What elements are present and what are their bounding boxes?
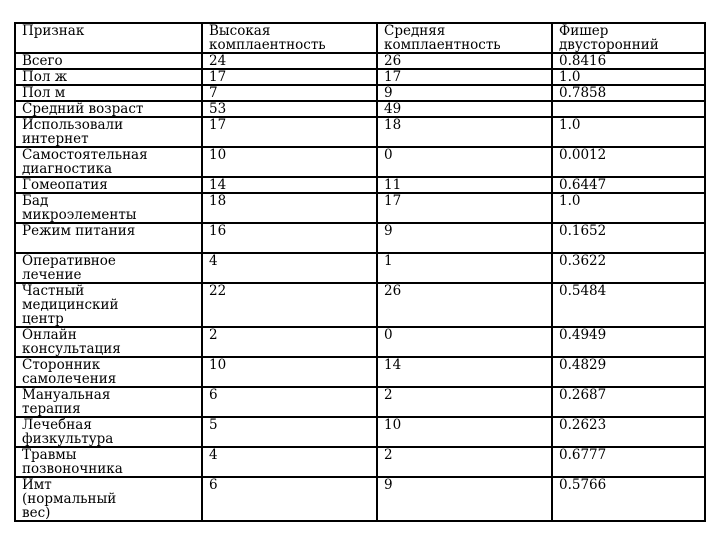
header-feature: Признак	[15, 23, 202, 53]
cell-high: 16	[202, 223, 377, 253]
cell-medium: 1	[377, 253, 552, 283]
cell-medium: 17	[377, 69, 552, 85]
cell-medium: 0	[377, 327, 552, 357]
cell-fisher: 0.1652	[552, 223, 705, 253]
table-container	[14, 22, 704, 522]
header-medium-compliance: Средняя комплаентность	[377, 23, 552, 53]
cell-medium: 26	[377, 283, 552, 327]
cell-feature: Лечебная физкультура	[15, 417, 202, 447]
cell-high: 10	[202, 147, 377, 177]
table-row	[15, 223, 705, 253]
cell-feature: Травмы позвоночника	[15, 447, 202, 477]
table-row	[15, 477, 705, 521]
header-high-compliance: Высокая комплаентность	[202, 23, 377, 53]
table-row	[15, 85, 705, 101]
cell-fisher: 1.0	[552, 69, 705, 85]
cell-fisher: 0.5766	[552, 477, 705, 521]
cell-high: 24	[202, 53, 377, 69]
cell-medium: 11	[377, 177, 552, 193]
table-row	[15, 417, 705, 447]
table-row	[15, 101, 705, 117]
cell-high: 53	[202, 101, 377, 117]
table-row	[15, 53, 705, 69]
cell-feature: Пол ж	[15, 69, 202, 85]
cell-fisher: 1.0	[552, 193, 705, 223]
cell-high: 5	[202, 417, 377, 447]
table-row	[15, 147, 705, 177]
cell-medium: 9	[377, 85, 552, 101]
cell-feature: Бад микроэлементы	[15, 193, 202, 223]
cell-high: 7	[202, 85, 377, 101]
cell-high: 2	[202, 327, 377, 357]
cell-feature: Мануальная терапия	[15, 387, 202, 417]
table-row	[15, 447, 705, 477]
table-row	[15, 69, 705, 85]
cell-feature: Имт (нормальный вес)	[15, 477, 202, 521]
table-row	[15, 177, 705, 193]
cell-high: 17	[202, 69, 377, 85]
header-row	[15, 23, 705, 53]
cell-medium: 2	[377, 447, 552, 477]
cell-feature: Режим питания	[15, 223, 202, 253]
cell-feature: Гомеопатия	[15, 177, 202, 193]
cell-medium: 17	[377, 193, 552, 223]
cell-high: 18	[202, 193, 377, 223]
cell-fisher	[552, 101, 705, 117]
table-row	[15, 253, 705, 283]
cell-medium: 14	[377, 357, 552, 387]
cell-fisher: 0.5484	[552, 283, 705, 327]
cell-high: 6	[202, 477, 377, 521]
cell-fisher: 0.6447	[552, 177, 705, 193]
cell-medium: 0	[377, 147, 552, 177]
cell-feature: Онлайн консультация	[15, 327, 202, 357]
cell-fisher: 0.2623	[552, 417, 705, 447]
header-fisher-two-sided: Фишер двусторонний	[552, 23, 705, 53]
cell-feature: Всего	[15, 53, 202, 69]
cell-fisher: 0.8416	[552, 53, 705, 69]
cell-medium: 49	[377, 101, 552, 117]
cell-feature: Использовали интернет	[15, 117, 202, 147]
cell-medium: 26	[377, 53, 552, 69]
cell-feature: Сторонник самолечения	[15, 357, 202, 387]
compliance-table	[14, 22, 706, 522]
table-row	[15, 327, 705, 357]
cell-feature: Самостоятельная диагностика	[15, 147, 202, 177]
cell-fisher: 0.6777	[552, 447, 705, 477]
table-row	[15, 357, 705, 387]
cell-medium: 2	[377, 387, 552, 417]
cell-high: 17	[202, 117, 377, 147]
cell-fisher: 0.0012	[552, 147, 705, 177]
cell-feature: Частный медицинский центр	[15, 283, 202, 327]
cell-fisher: 0.7858	[552, 85, 705, 101]
cell-high: 4	[202, 447, 377, 477]
table-row	[15, 387, 705, 417]
cell-medium: 9	[377, 223, 552, 253]
cell-high: 6	[202, 387, 377, 417]
cell-fisher: 1.0	[552, 117, 705, 147]
cell-feature: Средний возраст	[15, 101, 202, 117]
cell-medium: 18	[377, 117, 552, 147]
table-row	[15, 283, 705, 327]
cell-fisher: 0.4829	[552, 357, 705, 387]
cell-fisher: 0.4949	[552, 327, 705, 357]
cell-medium: 10	[377, 417, 552, 447]
cell-high: 22	[202, 283, 377, 327]
table-row	[15, 193, 705, 223]
cell-feature: Оперативное лечение	[15, 253, 202, 283]
table-row	[15, 117, 705, 147]
cell-fisher: 0.2687	[552, 387, 705, 417]
cell-fisher: 0.3622	[552, 253, 705, 283]
cell-medium: 9	[377, 477, 552, 521]
cell-high: 4	[202, 253, 377, 283]
cell-feature: Пол м	[15, 85, 202, 101]
cell-high: 10	[202, 357, 377, 387]
cell-high: 14	[202, 177, 377, 193]
